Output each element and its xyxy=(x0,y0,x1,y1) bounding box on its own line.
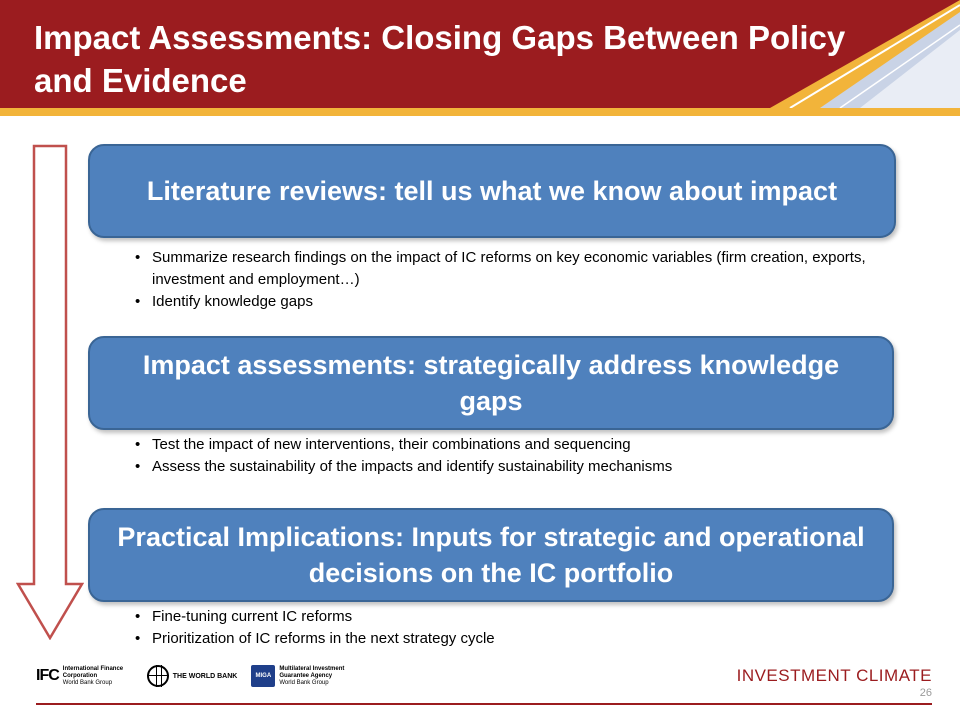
literature-reviews-box xyxy=(88,144,896,238)
section-heading: Impact assessments: strategically address knowledge gaps xyxy=(142,350,840,416)
ifc-mark: IFC xyxy=(36,667,59,684)
ifc-sub: World Bank Group xyxy=(62,679,113,686)
header-accent-bar xyxy=(0,108,960,116)
ifc-logo xyxy=(36,666,133,687)
world-bank-logo xyxy=(147,665,238,687)
section-heading: Practical Implications: Inputs for strategic and operational decisions on the IC portfolio xyxy=(117,522,865,588)
world-bank-name: THE WORLD BANK xyxy=(172,672,238,680)
title-banner xyxy=(0,0,960,108)
bullet-item: • Assess the sustainability of the impacts and identify sustainability mechanisms xyxy=(135,456,875,478)
bullet-item: • Fine-tuning current IC reforms xyxy=(135,606,875,628)
practical-implications-box xyxy=(88,508,894,602)
literature-reviews-bullets xyxy=(135,247,875,313)
practical-implications-bullets xyxy=(135,606,875,650)
ifc-name-block xyxy=(63,666,133,687)
miga-logo xyxy=(251,665,369,687)
impact-assessments-box xyxy=(88,336,894,430)
down-arrow-icon xyxy=(16,144,84,640)
bullet-item: • Identify knowledge gaps xyxy=(135,291,875,313)
miga-name-block xyxy=(279,666,369,687)
section-heading: Literature reviews: tell us what we know about impact xyxy=(146,176,838,206)
slide-title: Impact Assessments: Closing Gaps Between Policy and Evidence xyxy=(34,19,846,99)
page-number: 26 xyxy=(919,687,932,699)
bullet-item: • Summarize research findings on the impact of IC reforms on key economic variables (firm creation, exports, investment and employment…) xyxy=(135,247,875,291)
miga-name: Multilateral Investment Guarantee Agency xyxy=(279,665,345,679)
investment-climate-brand: INVESTMENT CLIMATE xyxy=(736,666,932,685)
footer-divider xyxy=(36,703,932,705)
decorative-swoosh xyxy=(730,0,960,108)
footer-logos xyxy=(36,661,369,691)
miga-mark: MIGA xyxy=(251,665,275,687)
bullet-item: • Test the impact of new interventions, their combinations and sequencing xyxy=(135,434,875,456)
impact-assessments-bullets xyxy=(135,434,875,478)
globe-icon xyxy=(147,665,169,687)
ifc-name: International Finance Corporation xyxy=(62,665,124,679)
miga-sub: World Bank Group xyxy=(279,679,329,686)
bullet-item: • Prioritization of IC reforms in the next strategy cycle xyxy=(135,628,875,650)
